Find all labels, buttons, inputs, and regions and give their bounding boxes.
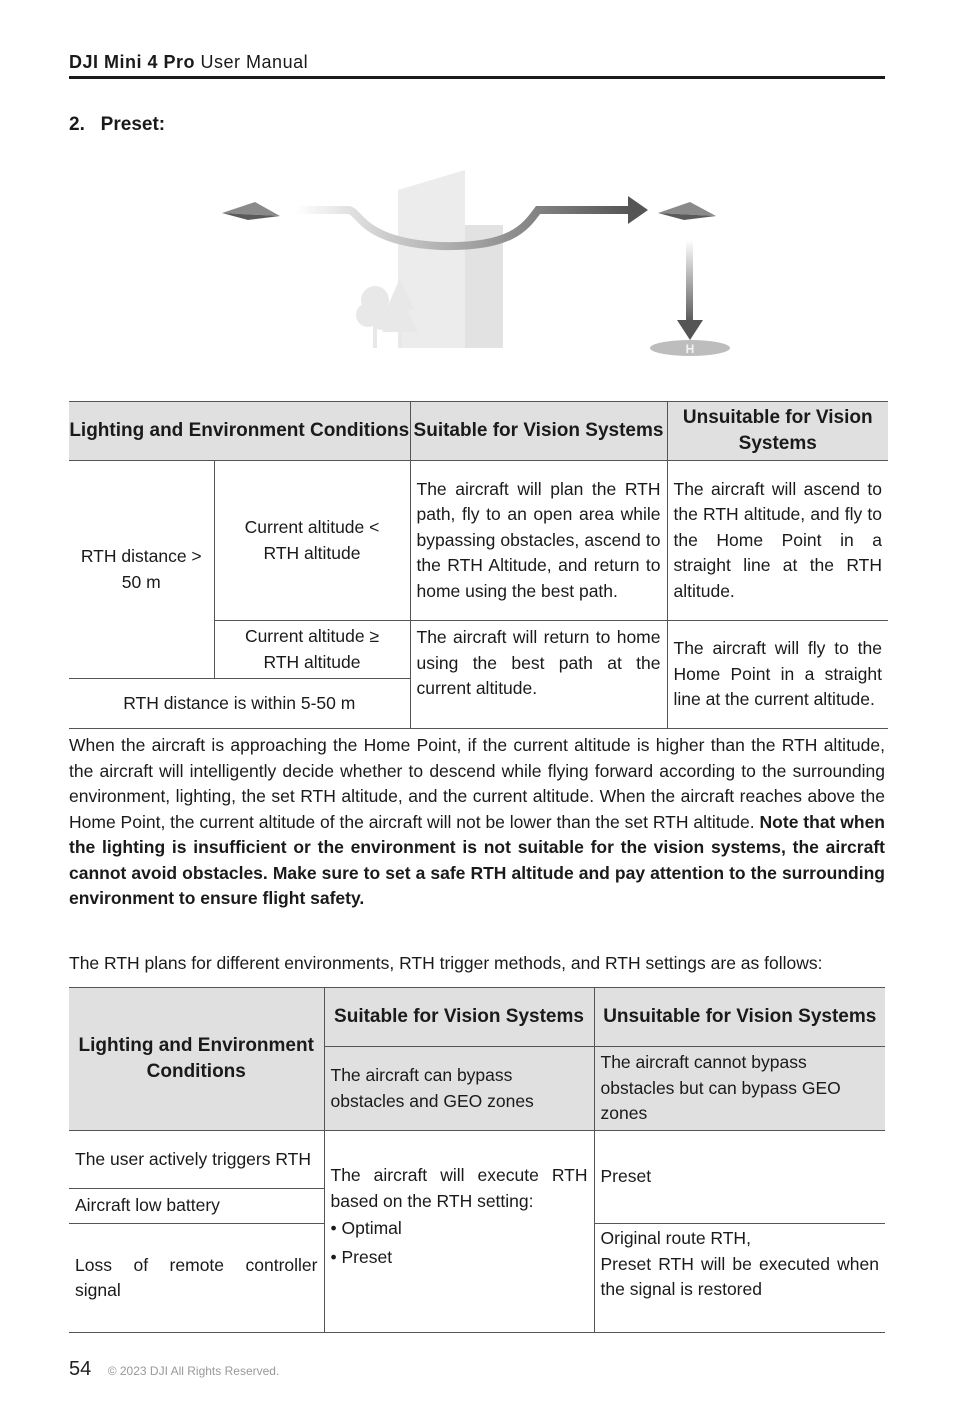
paper-plane-icon <box>222 202 280 220</box>
copyright: © 2023 DJI All Rights Reserved. <box>107 1364 280 1378</box>
manual-title: User Manual <box>200 52 309 72</box>
paper-plane-icon <box>658 202 716 220</box>
page-number: 54 <box>69 1358 92 1380</box>
rth-plans-table <box>69 987 885 1333</box>
table-cell: Aircraft low battery <box>69 1189 324 1224</box>
rth-options-list <box>331 1214 588 1272</box>
list-item: • Optimal <box>331 1214 588 1243</box>
section-title: 2. Preset: <box>69 114 166 135</box>
table-header: Lighting and Environment Conditions <box>69 402 410 461</box>
table-cell <box>594 1224 885 1333</box>
rth-note-paragraph <box>69 733 885 912</box>
original-route-text: Original route RTH, <box>600 1228 751 1248</box>
table-cell: Current altitude < RTH altitude <box>214 461 410 621</box>
paragraph-warning: Note that when the lighting is insufficient or the environment is not suitable for the vision systems, the aircraft cannot avoid obstacles. Make sure to set a safe RTH altitude and pay attention to the surrounding environment to ensure flight safety. <box>69 811 885 908</box>
page-header <box>69 52 885 79</box>
table-cell: Preset <box>594 1131 885 1224</box>
page-footer <box>69 1358 279 1381</box>
table-cell: The user actively triggers RTH <box>69 1131 324 1189</box>
table-cell: Loss of remote controller signal <box>69 1224 324 1333</box>
building-icon <box>398 170 503 348</box>
rth-plans-intro: The RTH plans for different environments, RTH trigger methods, and RTH settings are as follows: <box>69 953 823 973</box>
list-item: • Preset <box>331 1243 588 1272</box>
home-point-icon <box>650 340 730 356</box>
table-cell: RTH distance > 50 m <box>69 461 214 679</box>
arrow-icon <box>628 196 648 224</box>
paragraph-text: When the aircraft is approaching the Home Point, if the current altitude is higher than the RTH altitude, the aircraft will intelligently decide whether to descend while flying forward according to the surrounding environment, lighting, the set RTH altitude, and the current altitude. When the aircraft reaches above the Home Point, the current altitude of the aircraft will not be lower than the set RTH altitude. <box>69 735 885 832</box>
table-header: Unsuitable for Vision Systems <box>594 988 885 1047</box>
arrow-icon <box>677 320 703 340</box>
table-header: Suitable for Vision Systems <box>410 402 667 461</box>
table-cell: The aircraft cannot bypass obstacles but can bypass GEO zones <box>594 1047 885 1131</box>
table-header: Unsuitable for Vision Systems <box>667 402 888 461</box>
table-cell: Current altitude ≥ RTH altitude <box>214 621 410 679</box>
table-cell: RTH distance is within 5-50 m <box>69 679 410 729</box>
preset-restore-text: Preset RTH will be executed when the signal is restored <box>600 1253 879 1299</box>
table-header: Lighting and Environment Conditions <box>69 988 324 1131</box>
preset-rth-diagram <box>200 160 760 365</box>
svg-text:H: H <box>685 342 695 356</box>
brand-name: DJI Mini 4 Pro <box>69 52 196 72</box>
table-header: Suitable for Vision Systems <box>324 988 594 1047</box>
table-cell: The aircraft will plan the RTH path, fly to an open area while bypassing obstacles, ascend to the RTH Altitude, and return to home using the best path. <box>410 461 667 621</box>
rth-conditions-table <box>69 401 888 729</box>
table-cell: The aircraft can bypass obstacles and GEO zones <box>324 1047 594 1131</box>
table-cell: The aircraft will fly to the Home Point in a straight line at the current altitude. <box>667 621 888 729</box>
table-cell: The aircraft will return to home using the best path at the current altitude. <box>410 621 667 729</box>
table-cell <box>324 1131 594 1333</box>
table-cell: The aircraft will ascend to the RTH altitude, and fly to the Home Point in a straight line at the RTH altitude. <box>667 461 888 621</box>
rth-setting-text: The aircraft will execute RTH based on the RTH setting: <box>330 1165 588 1211</box>
